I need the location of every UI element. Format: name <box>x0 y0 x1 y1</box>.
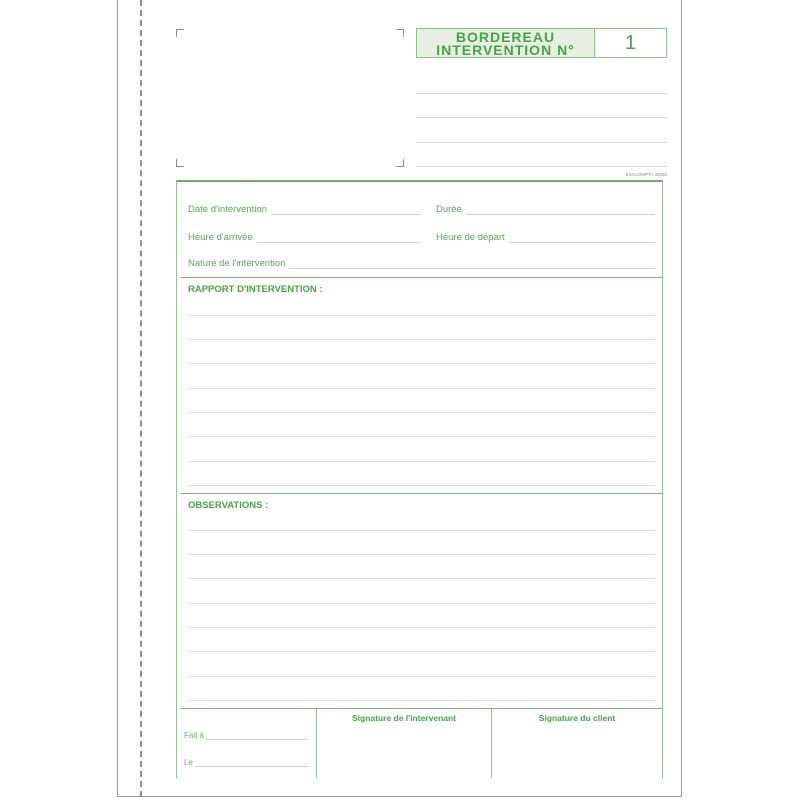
intervention-form <box>176 180 663 778</box>
document-title <box>417 29 595 57</box>
heure-depart-input[interactable] <box>509 234 655 243</box>
perforation-line <box>140 0 142 797</box>
heure-depart-field[interactable] <box>436 232 655 243</box>
signature-client-title: Signature du client <box>538 713 616 723</box>
address-line[interactable] <box>416 93 667 94</box>
address-window-corner-bottom-right <box>396 159 404 167</box>
address-window-corner-top-left <box>176 29 184 37</box>
observations-line[interactable] <box>188 603 655 604</box>
address-line[interactable] <box>416 166 667 167</box>
date-intervention-input[interactable] <box>271 206 420 215</box>
address-line[interactable] <box>416 117 667 118</box>
rapport-line[interactable] <box>188 363 655 364</box>
date-intervention-label: Date d'intervention <box>188 204 267 215</box>
section-divider <box>181 277 662 278</box>
le-label: Le <box>184 758 193 767</box>
heure-arrivee-label: Heure d'arrivée <box>188 232 253 243</box>
observations-line[interactable] <box>188 554 655 555</box>
address-window-corner-top-right <box>396 29 404 37</box>
rapport-line[interactable] <box>188 388 655 389</box>
address-window-corner-bottom-left <box>176 159 184 167</box>
rapport-line[interactable] <box>188 412 655 413</box>
nature-intervention-input[interactable] <box>289 260 655 269</box>
signature-intervenant-area[interactable] <box>318 726 490 776</box>
title-line-1: BORDEREAU <box>455 29 556 45</box>
observations-line[interactable] <box>188 627 655 628</box>
heure-arrivee-input[interactable] <box>257 234 420 243</box>
product-reference: EXACOMPTA 30030 <box>625 172 667 177</box>
le-field[interactable] <box>184 758 308 767</box>
observations-line[interactable] <box>188 578 655 579</box>
fait-a-field[interactable] <box>184 731 308 740</box>
heure-depart-label: Heure de départ <box>436 232 505 243</box>
document-number: 1 <box>624 32 637 54</box>
rapport-section-title: RAPPORT D'INTERVENTION : <box>188 284 323 295</box>
nature-intervention-field[interactable] <box>188 258 655 269</box>
duree-input[interactable] <box>466 206 655 215</box>
rapport-line[interactable] <box>188 436 655 437</box>
fait-a-input[interactable] <box>206 732 308 740</box>
heure-arrivee-field[interactable] <box>188 232 420 243</box>
rapport-line[interactable] <box>188 339 655 340</box>
observations-line[interactable] <box>188 651 655 652</box>
document-title-box <box>416 28 667 58</box>
le-input[interactable] <box>195 759 308 767</box>
title-line-2: INTERVENTION N° <box>436 42 575 58</box>
section-divider <box>181 493 662 494</box>
observations-line[interactable] <box>188 676 655 677</box>
observations-line[interactable] <box>188 700 655 701</box>
duree-label: Durée <box>436 204 462 215</box>
rapport-line[interactable] <box>188 315 655 316</box>
duree-field[interactable] <box>436 204 655 215</box>
nature-intervention-label: Nature de l'intervention <box>188 258 286 269</box>
rapport-line[interactable] <box>188 461 655 462</box>
signature-intervenant-title: Signature de l'intervenant <box>351 713 457 723</box>
date-intervention-field[interactable] <box>188 204 420 215</box>
observations-line[interactable] <box>188 530 655 531</box>
observations-section-title: OBSERVATIONS : <box>188 500 269 511</box>
signature-client-area[interactable] <box>493 726 661 776</box>
footer-divider <box>181 708 662 709</box>
rapport-line[interactable] <box>188 485 655 486</box>
fait-a-label: Fait à <box>184 731 205 740</box>
address-line[interactable] <box>416 142 667 143</box>
